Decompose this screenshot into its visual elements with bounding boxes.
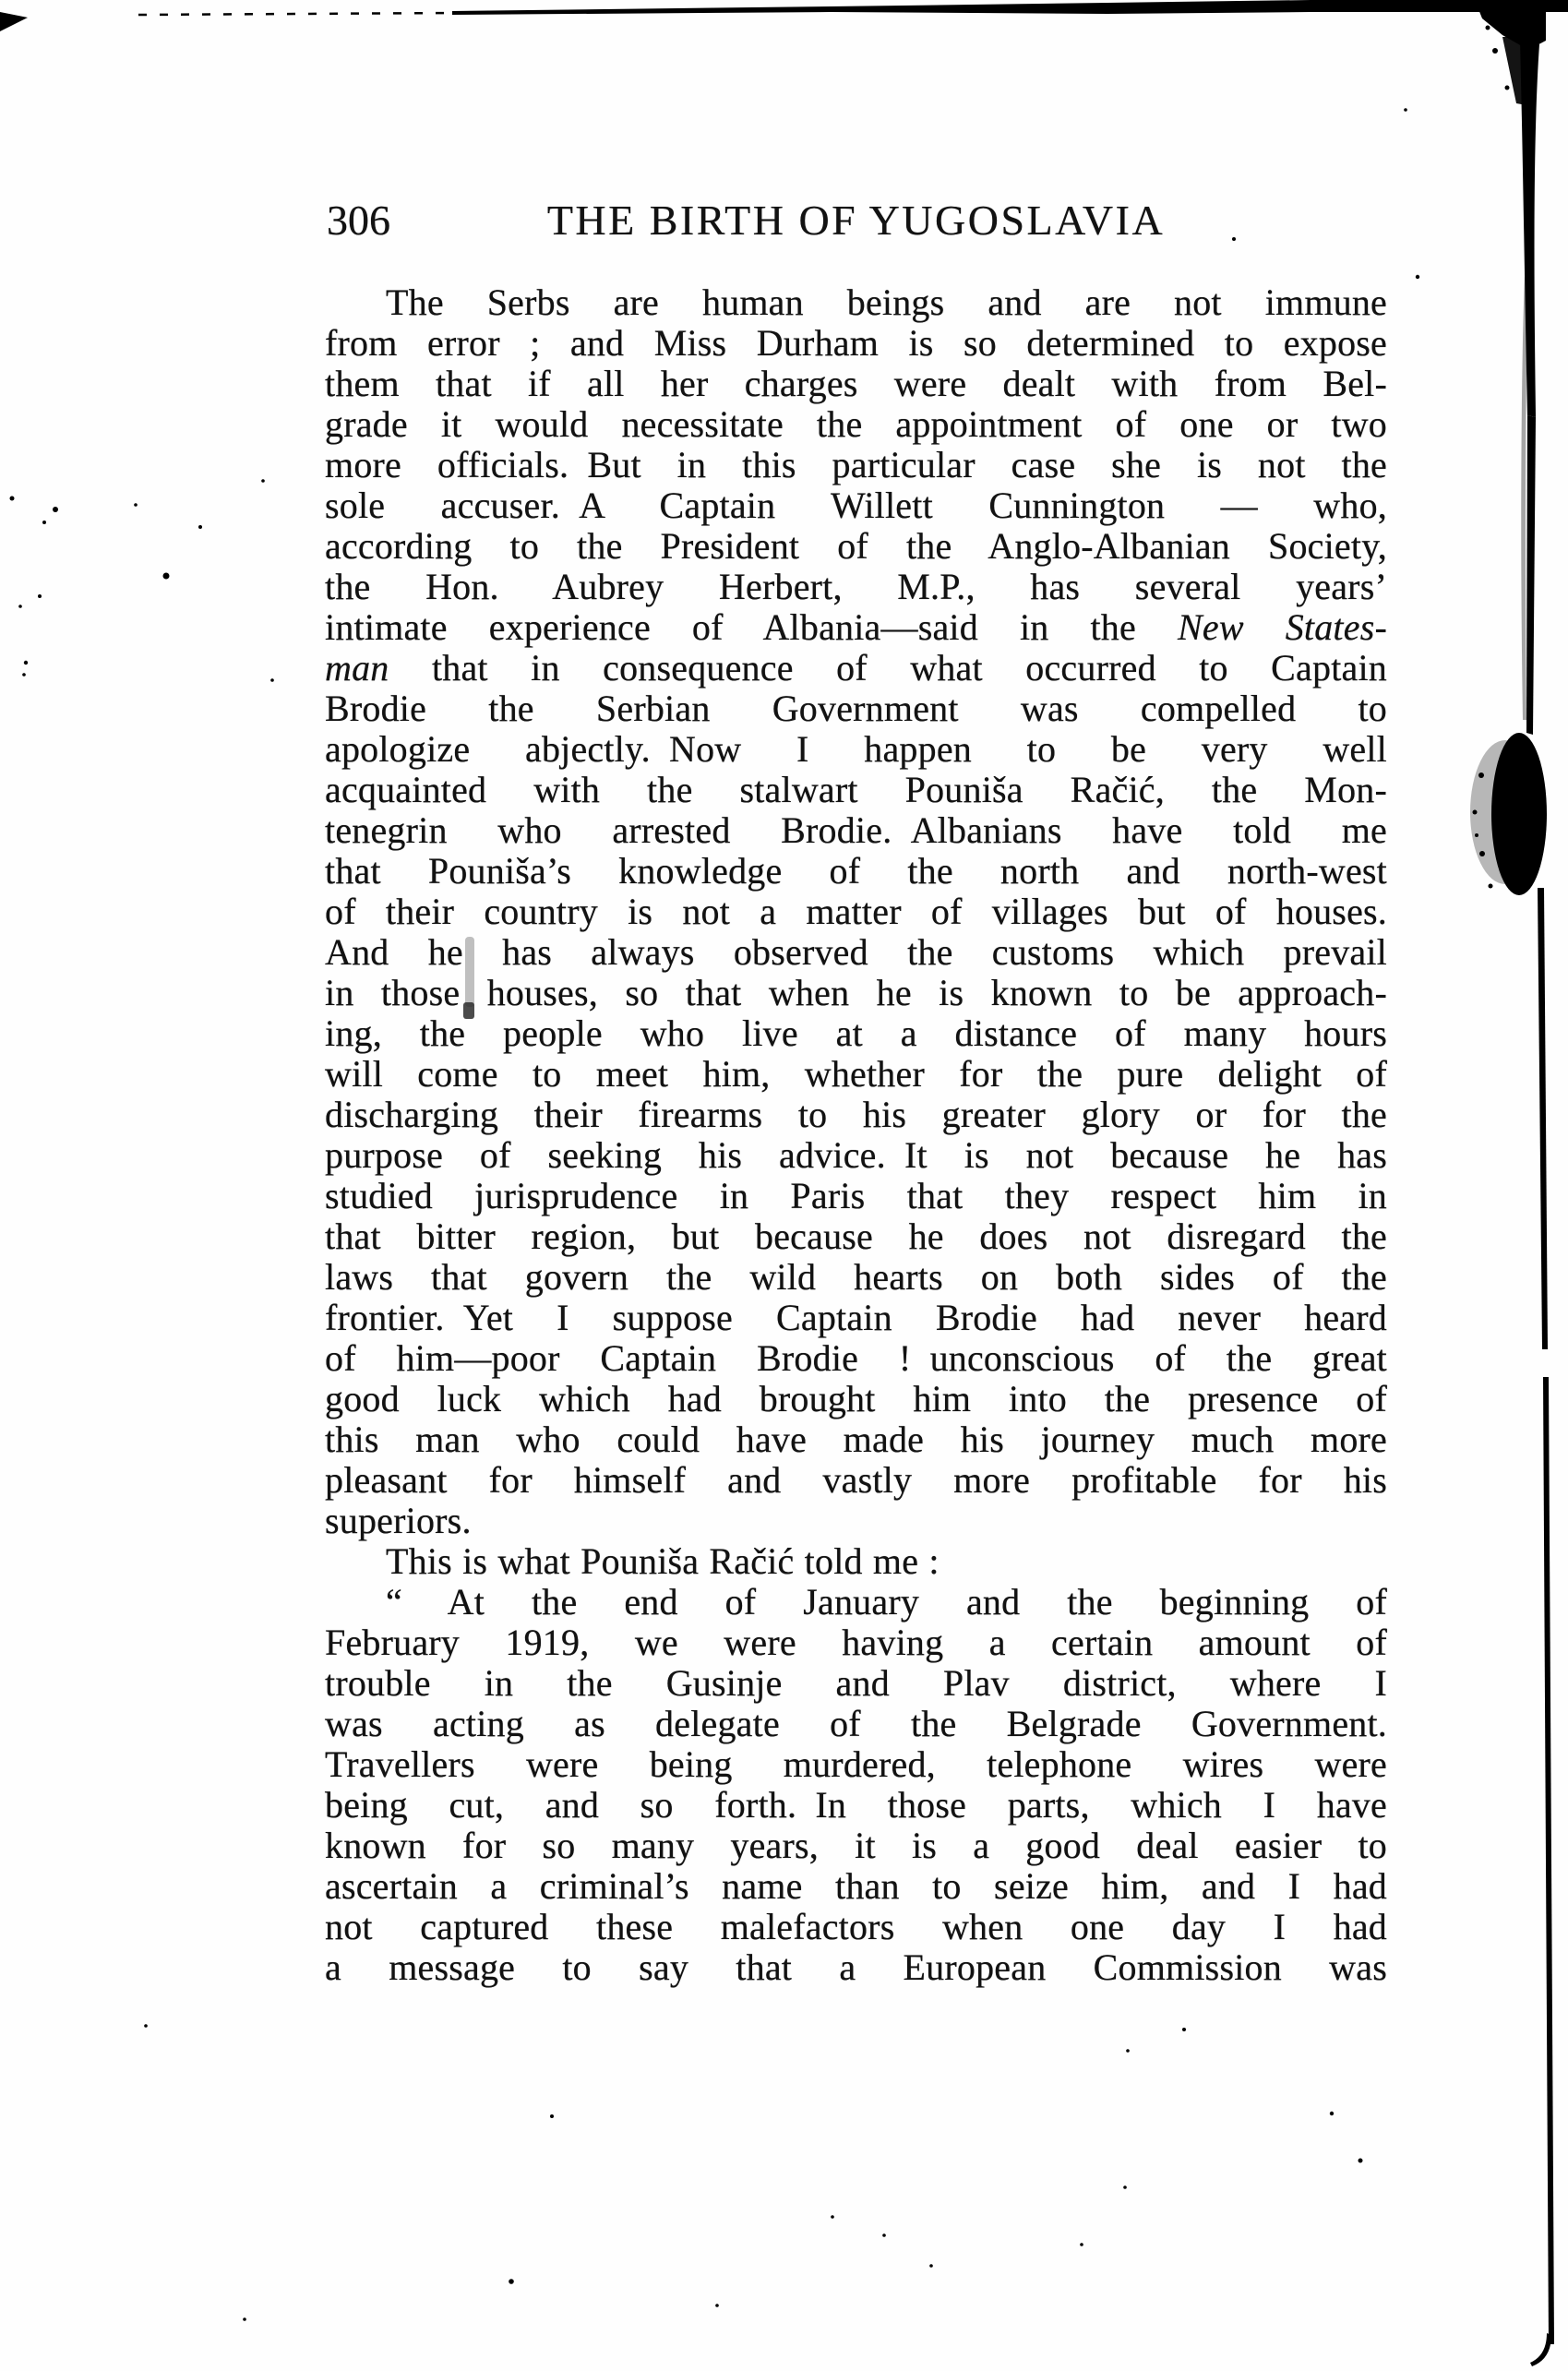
text-segment: pleasant for himself and vastly more profitable for his	[325, 1459, 1387, 1501]
text-line	[325, 1623, 1387, 1663]
text-line	[325, 1216, 1387, 1257]
text-line	[325, 1785, 1387, 1826]
text-segment: trouble in the Gusinje and Plav district, where I	[325, 1662, 1387, 1704]
text-segment: known for so many years, it is a good deal easier to	[325, 1825, 1387, 1866]
text-segment: discharging their firearms to his greater glory or for the	[325, 1094, 1387, 1135]
text-segment: this man who could have made his journey much more	[325, 1419, 1387, 1460]
text-line	[325, 1298, 1387, 1338]
text-line	[325, 648, 1387, 689]
text-segment: studied jurisprudence in Paris that they respect him in	[325, 1175, 1387, 1216]
text-line	[325, 689, 1387, 729]
text-line	[325, 282, 1387, 323]
text-segment: purpose of seeking his advice. It is not because he has	[325, 1134, 1387, 1176]
text-segment: apologize abjectly. Now I happen to be very well	[325, 728, 1387, 770]
text-segment: Brodie the Serbian Government was compelled to	[325, 688, 1387, 729]
text-line	[325, 1095, 1387, 1135]
text-line	[325, 1582, 1387, 1623]
text-segment: of their country is not a matter of villages but of houses.	[325, 891, 1387, 932]
text-segment: Travellers were being murdered, telephone wires were	[325, 1743, 1387, 1785]
running-title: THE BIRTH OF YUGOSLAVIA	[546, 197, 1166, 244]
text-line	[325, 1907, 1387, 1947]
text-line	[325, 1379, 1387, 1419]
text-segment: good luck which had brought him into the presence of	[325, 1378, 1387, 1419]
text-line	[325, 1135, 1387, 1176]
text-line	[325, 567, 1387, 607]
text-line	[325, 973, 1387, 1013]
text-line	[325, 1744, 1387, 1785]
page-header	[325, 197, 1387, 245]
top-edge-scan-line	[138, 0, 1568, 15]
text-line	[325, 1704, 1387, 1744]
left-edge-ink-wedge	[0, 12, 28, 31]
text-segment: acquainted with the stalwart Pouniša Račić, the Mon-	[325, 769, 1387, 810]
text-line	[325, 445, 1387, 485]
text-segment: being cut, and so forth. In those parts, which I have	[325, 1784, 1387, 1826]
text-line	[325, 1947, 1387, 1988]
text-segment: that Pouniša’s knowledge of the north and north-west	[325, 850, 1387, 892]
text-segment: from error ; and Miss Durham is so determined to expose	[325, 322, 1387, 364]
text-line	[325, 404, 1387, 445]
text-segment: them that if all her charges were dealt with from Bel-	[325, 363, 1387, 404]
text-segment: a message to say that a European Commission was	[325, 1946, 1387, 1988]
text-segment: will come to meet him, whether for the pure delight of	[325, 1053, 1387, 1095]
text-segment: according to the President of the Anglo-Albanian Society,	[325, 525, 1387, 567]
text-segment: of him—poor Captain Brodie ! unconscious of the great	[325, 1337, 1387, 1379]
text-segment: more officials. But in this particular case she is not the	[325, 444, 1387, 485]
text-segment: was acting as delegate of the Belgrade Government.	[325, 1703, 1387, 1744]
text-line	[325, 1866, 1387, 1907]
text-line	[325, 932, 1387, 973]
text-line	[325, 770, 1387, 810]
text-line	[325, 323, 1387, 364]
right-edge-vertical-line	[1530, 888, 1554, 2366]
text-segment: laws that govern the wild hearts on both sides of the	[325, 1256, 1387, 1298]
text-line	[325, 526, 1387, 567]
text-segment: that bitter region, but because he does not disregard the	[325, 1215, 1387, 1257]
text-segment: superiors.	[325, 1500, 472, 1541]
text-line	[325, 729, 1387, 770]
text-line	[325, 1501, 1387, 1541]
page-number: 306	[327, 197, 390, 244]
text-segment: intimate experience of Albania—said in the	[325, 606, 1178, 648]
text-segment: And he has always observed the customs which prevail	[325, 931, 1387, 973]
text-line	[325, 810, 1387, 851]
text-segment: ascertain a criminal’s name than to seize him, and I had	[325, 1865, 1387, 1907]
text-line	[325, 1460, 1387, 1501]
text-segment-italic: New States-	[1177, 606, 1387, 648]
text-segment: in those houses, so that when he is known to be approach-	[325, 972, 1387, 1013]
text-segment: not captured these malefactors when one day I had	[325, 1906, 1387, 1947]
text-line	[325, 1419, 1387, 1460]
text-line	[325, 851, 1387, 892]
text-line	[325, 1054, 1387, 1095]
text-line	[325, 892, 1387, 932]
text-segment: The Serbs are human beings and are not immune	[386, 281, 1387, 323]
text-segment: grade it would necessitate the appointment of one or two	[325, 403, 1387, 445]
text-segment: “ At the end of January and the beginning of	[386, 1581, 1387, 1623]
text-line	[325, 1176, 1387, 1216]
text-segment: This is what Pouniša Račić told me :	[386, 1540, 940, 1582]
text-segment: that in consequence of what occurred to Captain	[389, 647, 1387, 689]
text-line	[325, 607, 1387, 648]
top-right-corner-ink	[1477, 5, 1546, 106]
text-line	[325, 1541, 1387, 1582]
text-line	[325, 1338, 1387, 1379]
text-segment: sole accuser. A Captain Willett Cunnington — who,	[325, 485, 1387, 526]
page-body	[325, 282, 1387, 1988]
text-line	[325, 1663, 1387, 1704]
text-line	[325, 364, 1387, 404]
text-segment-italic: man	[325, 647, 389, 689]
text-segment: frontier. Yet I suppose Captain Brodie had never heard	[325, 1297, 1387, 1338]
text-segment: tenegrin who arrested Brodie. Albanians have told me	[325, 809, 1387, 851]
text-line	[325, 1826, 1387, 1866]
text-segment: February 1919, we were having a certain amount of	[325, 1622, 1387, 1663]
text-line	[325, 1013, 1387, 1054]
right-edge-ink-blob	[1470, 733, 1547, 895]
text-line	[325, 485, 1387, 526]
right-edge-ink-streak	[1520, 41, 1539, 735]
text-line	[325, 1257, 1387, 1298]
text-segment: the Hon. Aubrey Herbert, M.P., has several years’	[325, 566, 1387, 607]
text-segment: ing, the people who live at a distance of many hours	[325, 1012, 1387, 1054]
